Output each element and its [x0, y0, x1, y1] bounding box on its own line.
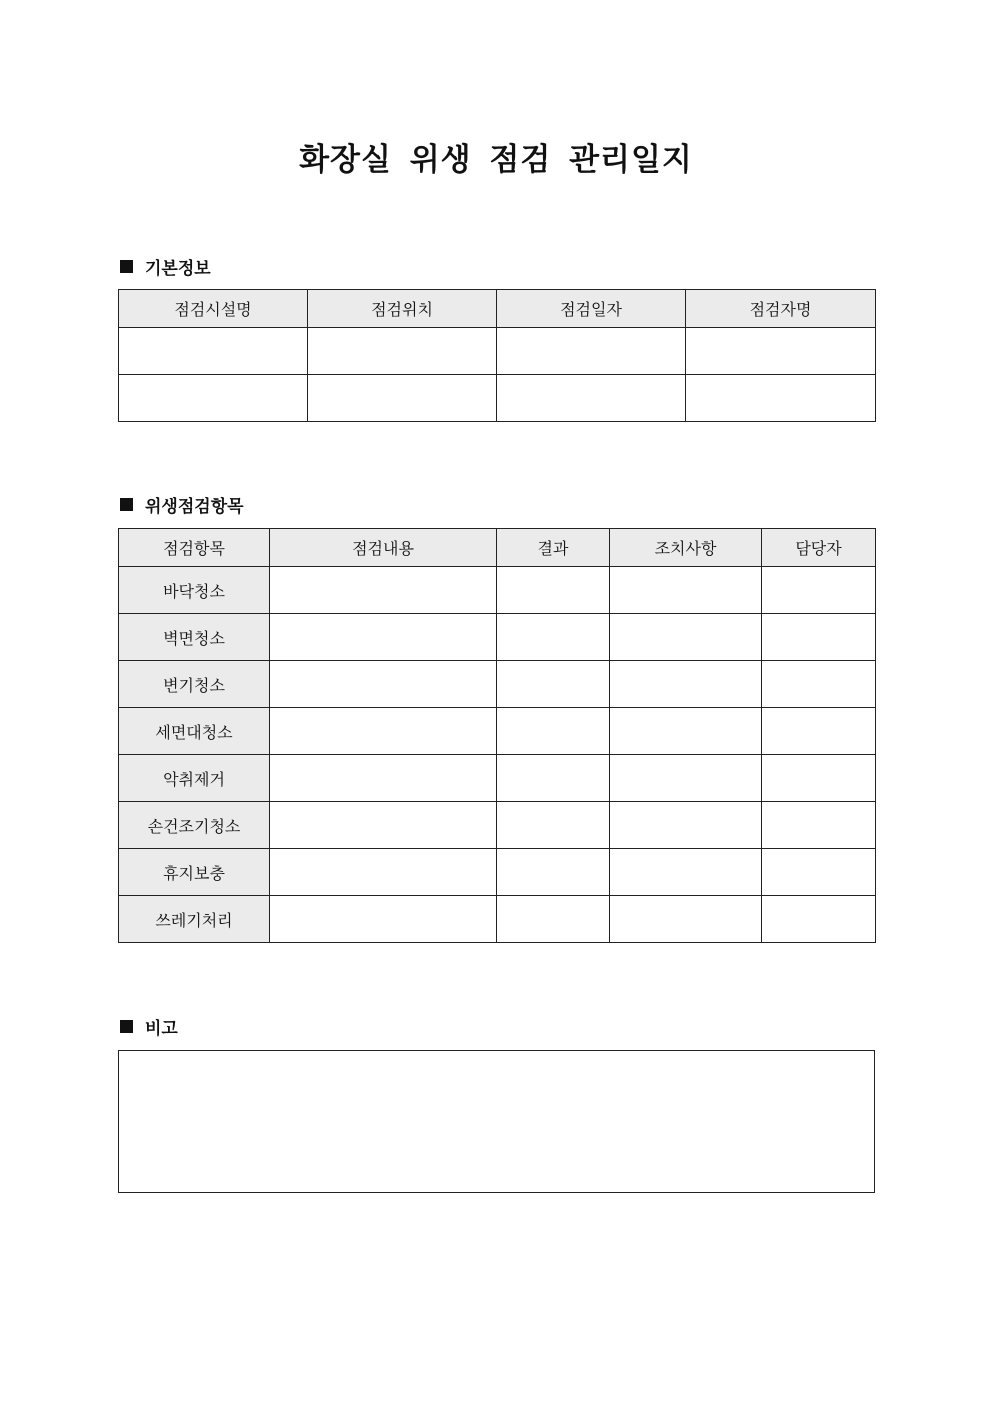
table-row	[119, 661, 876, 708]
result-cell[interactable]	[497, 896, 610, 943]
table-row	[119, 328, 876, 375]
content-cell[interactable]	[270, 614, 497, 661]
action-cell[interactable]	[610, 708, 762, 755]
result-cell[interactable]	[497, 849, 610, 896]
result-cell[interactable]	[497, 708, 610, 755]
content-cell[interactable]	[270, 896, 497, 943]
content-cell[interactable]	[270, 755, 497, 802]
content-cell[interactable]	[270, 661, 497, 708]
item-label: 쓰레기처리	[119, 896, 270, 943]
item-label: 바닥청소	[119, 567, 270, 614]
date-cell[interactable]	[497, 328, 686, 375]
header-facility-name: 점검시설명	[119, 290, 308, 328]
item-label: 악취제거	[119, 755, 270, 802]
header-inspector: 점검자명	[686, 290, 876, 328]
action-cell[interactable]	[610, 755, 762, 802]
hygiene-items-table	[118, 528, 876, 943]
header-location: 점검위치	[308, 290, 497, 328]
result-cell[interactable]	[497, 802, 610, 849]
table-row	[119, 614, 876, 661]
facility-name-cell[interactable]	[119, 328, 308, 375]
action-cell[interactable]	[610, 896, 762, 943]
location-cell[interactable]	[308, 375, 497, 422]
person-cell[interactable]	[762, 567, 876, 614]
table-row	[119, 708, 876, 755]
basic-info-heading-label: 기본정보	[145, 259, 211, 279]
content-cell[interactable]	[270, 849, 497, 896]
hygiene-items-heading	[120, 492, 244, 517]
person-cell[interactable]	[762, 708, 876, 755]
basic-info-heading	[120, 254, 211, 279]
header-person: 담당자	[762, 529, 876, 567]
item-label: 손건조기청소	[119, 802, 270, 849]
content-cell[interactable]	[270, 567, 497, 614]
action-cell[interactable]	[610, 661, 762, 708]
table-row	[119, 567, 876, 614]
remarks-heading	[120, 1014, 178, 1039]
square-bullet-icon	[120, 1020, 133, 1033]
table-row	[119, 755, 876, 802]
content-cell[interactable]	[270, 802, 497, 849]
table-row	[119, 896, 876, 943]
result-cell[interactable]	[497, 755, 610, 802]
header-result: 결과	[497, 529, 610, 567]
hygiene-header-row	[119, 529, 876, 567]
square-bullet-icon	[120, 260, 133, 273]
header-date: 점검일자	[497, 290, 686, 328]
person-cell[interactable]	[762, 802, 876, 849]
action-cell[interactable]	[610, 849, 762, 896]
header-content: 점검내용	[270, 529, 497, 567]
result-cell[interactable]	[497, 614, 610, 661]
date-cell[interactable]	[497, 375, 686, 422]
person-cell[interactable]	[762, 661, 876, 708]
item-label: 벽면청소	[119, 614, 270, 661]
header-item: 점검항목	[119, 529, 270, 567]
person-cell[interactable]	[762, 896, 876, 943]
remarks-heading-label: 비고	[145, 1019, 178, 1039]
location-cell[interactable]	[308, 328, 497, 375]
remarks-field[interactable]	[118, 1050, 875, 1193]
facility-name-cell[interactable]	[119, 375, 308, 422]
action-cell[interactable]	[610, 802, 762, 849]
basic-info-header-row	[119, 290, 876, 328]
result-cell[interactable]	[497, 567, 610, 614]
table-row	[119, 375, 876, 422]
inspector-cell[interactable]	[686, 328, 876, 375]
square-bullet-icon	[120, 498, 133, 511]
item-label: 세면대청소	[119, 708, 270, 755]
basic-info-table	[118, 289, 876, 422]
result-cell[interactable]	[497, 661, 610, 708]
header-action: 조치사항	[610, 529, 762, 567]
content-cell[interactable]	[270, 708, 497, 755]
action-cell[interactable]	[610, 567, 762, 614]
person-cell[interactable]	[762, 755, 876, 802]
action-cell[interactable]	[610, 614, 762, 661]
person-cell[interactable]	[762, 614, 876, 661]
inspector-cell[interactable]	[686, 375, 876, 422]
document-title: 화장실 위생 점검 관리일지	[299, 142, 693, 178]
person-cell[interactable]	[762, 849, 876, 896]
table-row	[119, 802, 876, 849]
item-label: 휴지보충	[119, 849, 270, 896]
table-row	[119, 849, 876, 896]
hygiene-items-heading-label: 위생점검항목	[145, 497, 244, 517]
item-label: 변기청소	[119, 661, 270, 708]
